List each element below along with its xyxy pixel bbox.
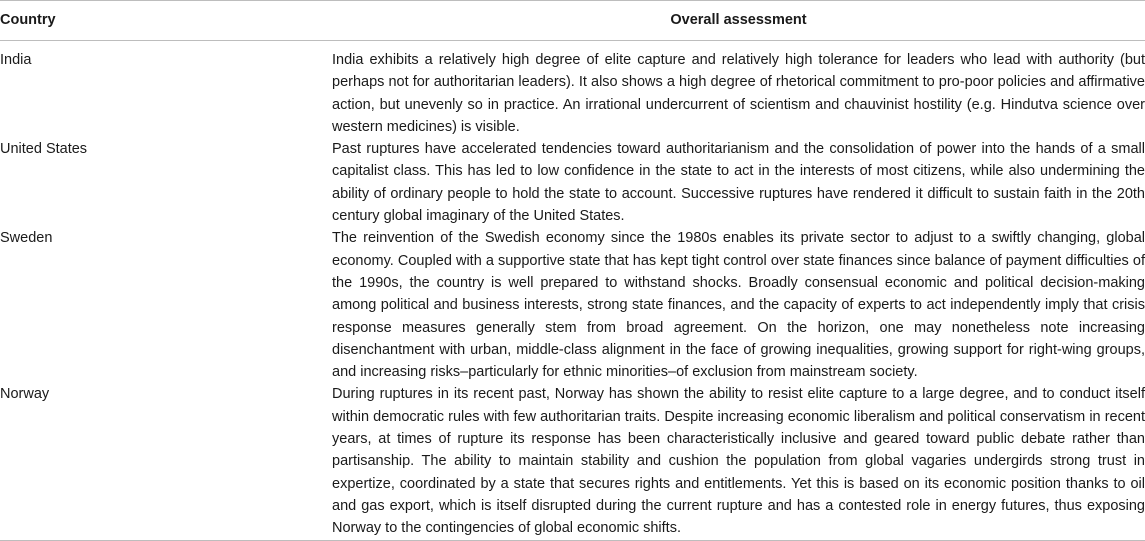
header-country: Country [0, 1, 332, 41]
country-cell: India [0, 52, 32, 68]
table-row-sweden [0, 227, 1145, 383]
assessment-cell: Past ruptures have accelerated tendencies toward authoritarianism and the consolidation of power into the hands of a small capitalist class. This has led to low confidence in the state to act in the interests of most citizens, while also undermining the ability of ordinary people to hold the state to account. Successive ruptures have rendered it difficult to sustain faith in the 20th century global imaginary of the United States. [332, 141, 1145, 225]
table-row-united-states [0, 138, 1145, 227]
header-row [0, 1, 1145, 41]
country-cell: United States [0, 141, 88, 158]
header-overall-assessment: Overall assessment [332, 1, 1145, 41]
assessment-cell: During ruptures in its recent past, Norway has shown the ability to resist elite capture to a large degree, and to conduct itself within democratic rules with few authoritarian traits. Despite increasing economic liberalism and political conservatism in recent years, at times of rupture its response has been characteristically inclusive and geared toward public debate rather than partisanship. The ability to maintain stability and cushion the population from global vagaries undergirds strong trust in expertize, coordinated by a state that secures rights and entitlements. Yet this is based on its economic position thanks to oil and gas export, which is itself disrupted during the current rupture and has a contested role in energy futures, thus exposing Norway to the contingencies of global economic shifts. [332, 383, 1145, 540]
country-cell: Norway [0, 383, 332, 540]
table-row-india [0, 41, 1145, 139]
country-cell: Sweden [0, 230, 53, 247]
table-row-norway [0, 383, 1145, 540]
table-header [0, 1, 1145, 41]
table-body [0, 41, 1145, 541]
assessment-cell: The reinvention of the Swedish economy since the 1980s enables its private sector to adjust to a swiftly changing, global economy. Coupled with a supportive state that has kept tight control over state finances since balance of payment difficulties of the 1990s, the country is well prepared to withstand shocks. Broadly consensual economic and political decision-making among political and business interests, strong state finances, and the capacity of experts to act independently imply that crisis response measures generally stem from broad agreement. On the horizon, one may nonetheless note increasing disenchantment with urban, middle-class alignment in the face of growing inequalities, growing support for right-wing groups, and increasing risks–particularly for ethnic minorities–of exclusion from mainstream society. [332, 230, 1145, 381]
assessment-cell: India exhibits a relatively high degree of elite capture and relatively high tolerance for leaders who lead with authority (but perhaps not for authoritarian leaders). It also shows a high degree of rhetorical commitment to pro-poor policies and affirmative action, but unevenly so in practice. An irrational undercurrent of scientism and chauvinist hostility (e.g. Hindutva science over western medicines) is visible. [332, 52, 1145, 135]
